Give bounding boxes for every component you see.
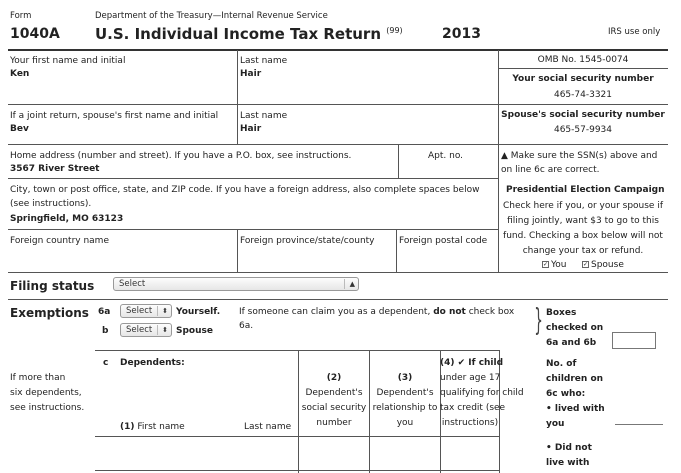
campaign-line: filing jointly, want $3 to go to this bbox=[507, 216, 659, 226]
row-rule-1 bbox=[8, 104, 668, 105]
first-name-field[interactable]: Ken bbox=[10, 69, 30, 79]
boxes-checked-input[interactable] bbox=[612, 332, 656, 349]
campaign-title: Presidential Election Campaign bbox=[506, 185, 665, 195]
did-not-line: live with bbox=[546, 458, 590, 468]
children-line: you bbox=[546, 419, 565, 429]
row-rule-4 bbox=[8, 229, 498, 230]
spouse-ssn-field[interactable]: 465-57-9934 bbox=[553, 125, 613, 135]
children-line: children on bbox=[546, 374, 604, 384]
ssn-label: Your social security number bbox=[512, 74, 654, 84]
dependent-note bbox=[239, 306, 529, 318]
col2-line: Dependent's bbox=[305, 388, 363, 398]
omb-number: OMB No. 1545-0074 bbox=[537, 55, 629, 65]
spouse-first-name-field[interactable]: Bev bbox=[10, 124, 29, 134]
col3-line: you bbox=[396, 418, 414, 428]
col2-line: number bbox=[316, 418, 352, 428]
spouse-last-name-field[interactable]: Hair bbox=[240, 124, 262, 134]
omb-rule bbox=[498, 68, 668, 69]
col2-line: social security bbox=[301, 403, 367, 413]
city-field[interactable]: Springfield, MO 63123 bbox=[10, 214, 124, 224]
header-rule bbox=[8, 49, 668, 51]
children-line: 6c who: bbox=[546, 389, 586, 399]
col-rule-foreign-2 bbox=[396, 229, 397, 272]
dependent-note-post: check box bbox=[468, 307, 515, 317]
spouse-last-name-label: Last name bbox=[240, 111, 288, 121]
foreign-country-label: Foreign country name bbox=[10, 236, 109, 246]
boxes-checked bbox=[546, 306, 603, 351]
campaign-line: change your tax or refund. bbox=[522, 246, 644, 256]
ssn-field[interactable]: 465-74-3321 bbox=[553, 90, 613, 100]
home-address-label: Home address (number and street). If you have a P.O. box, see instructions. bbox=[10, 151, 352, 161]
last-name-label: Last name bbox=[240, 56, 288, 66]
filing-status-select[interactable] bbox=[113, 277, 359, 291]
first-name-label: Your first name and initial bbox=[10, 56, 126, 66]
campaign-text bbox=[498, 199, 668, 259]
campaign-you-label: You bbox=[551, 260, 567, 270]
select-arrows-icon: ⬍ bbox=[162, 326, 168, 334]
did-not-line: • Did not bbox=[546, 443, 592, 453]
children-line: • lived with bbox=[546, 404, 605, 414]
col4-line: qualifying for child bbox=[440, 388, 524, 398]
campaign-line: fund. Checking a box below will not bbox=[503, 231, 663, 241]
children-6c bbox=[546, 357, 605, 432]
yourself-select[interactable] bbox=[120, 304, 172, 318]
more-than-six-note bbox=[10, 371, 84, 416]
col1-num: (1) bbox=[120, 422, 135, 432]
campaign-you-option[interactable] bbox=[542, 259, 567, 271]
yourself-label: Yourself. bbox=[176, 307, 221, 317]
spouse-ssn-label: Spouse's social security number bbox=[501, 110, 665, 120]
col3-header bbox=[369, 371, 441, 431]
row-rule-2 bbox=[8, 144, 668, 145]
children-lived-input[interactable] bbox=[615, 424, 663, 425]
form-title-code: (99) bbox=[386, 26, 403, 35]
boxes-checked-line: checked on bbox=[546, 323, 604, 333]
col4-line: under age 17 bbox=[440, 373, 501, 383]
ssn-note-line1: ▲ Make sure the SSN(s) above and bbox=[501, 151, 658, 161]
col1-header bbox=[120, 421, 185, 433]
dependents-label: Dependents: bbox=[120, 358, 185, 368]
dependent-note-line2: 6a. bbox=[239, 321, 254, 331]
dependent-note-bold: do not bbox=[433, 307, 466, 317]
select-divider bbox=[344, 279, 345, 289]
col1-last-name: Last name bbox=[244, 422, 292, 432]
col-rule-name bbox=[237, 50, 238, 144]
form-number: 1040A bbox=[10, 26, 60, 42]
brace-icon: } bbox=[534, 303, 543, 338]
department: Department of the Treasury—Internal Revenue Service bbox=[95, 11, 328, 21]
exemptions-label: Exemptions bbox=[10, 306, 89, 320]
form-label: Form bbox=[10, 11, 32, 21]
col4-line: tax credit (see bbox=[440, 403, 506, 413]
dependent-note-pre: If someone can claim you as a dependent, bbox=[239, 307, 431, 317]
line-6a: 6a bbox=[98, 307, 111, 317]
boxes-checked-line: Boxes bbox=[546, 308, 577, 318]
more-than-line: If more than bbox=[10, 373, 66, 383]
form-title-text: U.S. Individual Income Tax Return bbox=[95, 25, 382, 43]
home-address-field[interactable]: 3567 River Street bbox=[10, 164, 100, 174]
col1-first-name: First name bbox=[137, 422, 185, 432]
city-label-line2: (see instructions). bbox=[10, 199, 92, 209]
spouse-first-name-label: If a joint return, spouse's first name and initial bbox=[10, 111, 219, 121]
apt-label: Apt. no. bbox=[428, 151, 464, 161]
line-6c: c bbox=[103, 358, 109, 368]
filing-status-label: Filing status bbox=[10, 279, 95, 293]
col4-line: instructions) bbox=[441, 418, 499, 428]
campaign-line: Check here if you, or your spouse if bbox=[502, 201, 663, 211]
spouse-select-value: Select bbox=[126, 325, 153, 335]
col-rule-apt bbox=[398, 144, 399, 178]
col4-line: (4) ✔ If child bbox=[440, 358, 504, 368]
spouse-exemption-label: Spouse bbox=[176, 326, 213, 336]
campaign-spouse-option[interactable] bbox=[582, 259, 624, 271]
select-divider bbox=[157, 325, 158, 335]
row-rule-6 bbox=[8, 299, 668, 300]
filing-status-value: Select bbox=[119, 279, 146, 289]
city-label-line1: City, town or post office, state, and ZIP code. If you have a foreign address, also complete spaces below bbox=[10, 185, 480, 195]
select-arrows-icon: ▲ bbox=[349, 280, 355, 288]
row-rule-3 bbox=[8, 178, 498, 179]
boxes-checked-line: 6a and 6b bbox=[546, 338, 597, 348]
more-than-line: see instructions. bbox=[10, 403, 85, 413]
col-rule-foreign-1 bbox=[237, 229, 238, 272]
line-6b: b bbox=[102, 326, 109, 336]
row-rule-5 bbox=[8, 272, 668, 273]
col3-line: relationship to bbox=[372, 403, 438, 413]
select-arrows-icon: ⬍ bbox=[162, 307, 168, 315]
did-not-live bbox=[546, 441, 592, 471]
last-name-field[interactable]: Hair bbox=[240, 69, 262, 79]
col2-header bbox=[298, 371, 370, 431]
ssn-note-line2: on line 6c are correct. bbox=[501, 165, 600, 175]
foreign-province-label: Foreign province/state/county bbox=[240, 236, 375, 246]
checkbox-icon[interactable]: ✓ bbox=[543, 261, 549, 268]
spouse-select[interactable] bbox=[120, 323, 172, 337]
col3-line: (3) bbox=[397, 373, 413, 383]
foreign-postal-label: Foreign postal code bbox=[399, 236, 488, 246]
col3-line: Dependent's bbox=[376, 388, 434, 398]
checkbox-icon[interactable]: ✓ bbox=[583, 261, 589, 268]
tax-year: 2013 bbox=[442, 26, 481, 42]
more-than-line: six dependents, bbox=[10, 388, 82, 398]
col4-header bbox=[440, 356, 524, 431]
col2-line: (2) bbox=[326, 373, 342, 383]
yourself-select-value: Select bbox=[126, 306, 153, 316]
form-title bbox=[95, 25, 403, 43]
select-divider bbox=[157, 306, 158, 316]
irs-use-only: IRS use only bbox=[608, 27, 661, 37]
campaign-spouse-label: Spouse bbox=[591, 260, 624, 270]
children-line: No. of bbox=[546, 359, 577, 369]
